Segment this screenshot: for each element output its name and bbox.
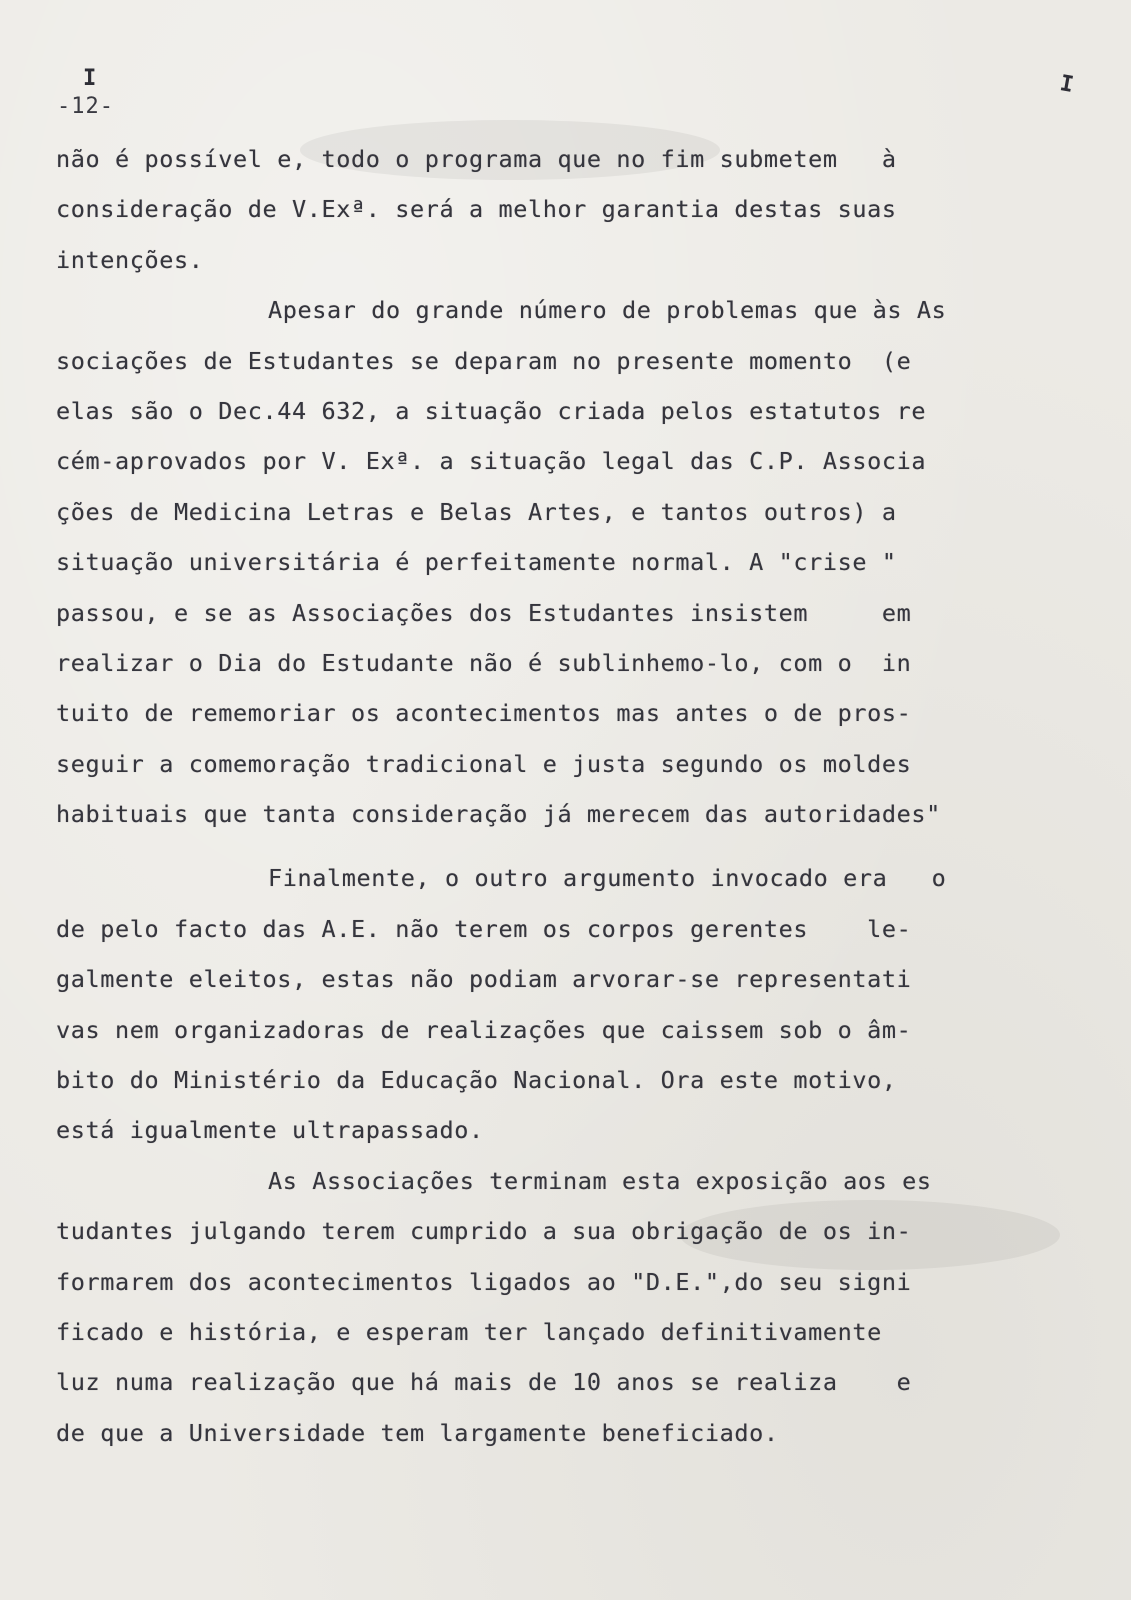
text-line: vas nem organizadoras de realizações que caissem sob o âm- [56,1015,912,1044]
paragraph-4 [56,1156,1056,1458]
text-line: ficado e história, e esperam ter lançado definitivamente [56,1317,882,1346]
text-line: não é possível e, todo o programa que no fim submetem à [56,145,897,173]
text-line: tudantes julgando terem cumprido a sua obrigação de os in- [56,1217,912,1246]
text-line: passou, e se as Associações dos Estudantes insistem em [56,598,912,627]
text-line: habituais que tanta consideração já merecem das autoridades" [56,800,941,829]
text-line: bito do Ministério da Educação Nacional. Ora este motivo, [56,1066,897,1095]
paragraph-3 [56,853,1056,1155]
paragraph-2 [56,285,1056,839]
corner-mark: I [1057,71,1076,98]
text-line: situação universitária é perfeitamente normal. A "crise " [56,548,897,577]
text-line: tuito de rememoriar os acontecimentos mas antes o de pros- [56,699,912,728]
text-line: sociações de Estudantes se deparam no presente momento (e [56,346,912,375]
text-line: Finalmente, o outro argumento invocado era o [268,864,947,893]
top-mark: I [83,66,97,91]
text-line: galmente eleitos, estas não podiam arvorar-se representati [56,965,912,994]
text-line: elas são o Dec.44 632, a situação criada pelos estatutos re [56,396,927,425]
typed-text-body [56,134,1056,1458]
text-line: de pelo facto das A.E. não terem os corpos gerentes le- [56,914,912,943]
text-line: luz numa realização que há mais de 10 anos se realiza e [56,1368,912,1397]
text-line: As Associações terminam esta exposição aos es [268,1166,932,1195]
text-line: realizar o Dia do Estudante não é sublinhemo-lo, com o in [56,648,912,677]
text-line: está igualmente ultrapassado. [56,1116,484,1145]
text-line: intenções. [56,245,204,274]
paragraph-1 [56,134,1056,285]
paragraph-gap [56,839,1056,853]
text-line: Apesar do grande número de problemas que às As [268,296,947,325]
page-number: -12- [57,94,114,119]
text-line: consideração de V.Exª. será a melhor garantia destas suas [56,195,897,224]
text-line: seguir a comemoração tradicional e justa segundo os moldes [56,749,912,778]
text-line: formarem dos acontecimentos ligados ao "D.E.",do seu signi [56,1267,912,1296]
text-line: cém-aprovados por V. Exª. a situação legal das C.P. Associa [56,447,927,476]
text-line: de que a Universidade tem largamente beneficiado. [56,1418,779,1447]
text-line: ções de Medicina Letras e Belas Artes, e tantos outros) a [56,497,897,526]
